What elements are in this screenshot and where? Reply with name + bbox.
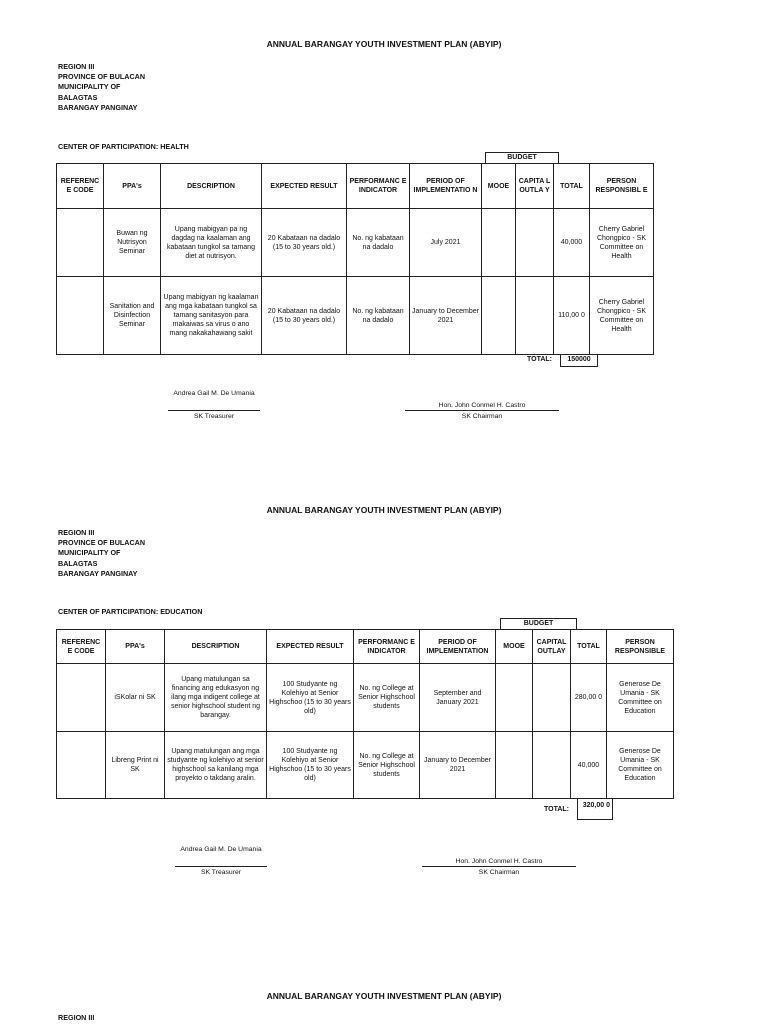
- total-cell: 280,00 0: [571, 664, 607, 732]
- signatory-name: Andrea Gail M. De Umania: [180, 846, 262, 853]
- column-header: DESCRIPTION: [165, 630, 267, 664]
- period-cell: September and January 2021: [420, 664, 496, 732]
- description-cell: Upang matulungan ang mga studyante ng kolehiyo at senior highschool sa kanilang mga proyekto o takdang aralin.: [165, 732, 267, 799]
- capital-outlay-cell: [533, 732, 571, 799]
- column-header: PERSON RESPONSIBLE: [607, 630, 674, 664]
- signatory-name: Andrea Gail M. De Umania: [173, 390, 255, 397]
- plan-table: [56, 163, 654, 355]
- ppa-cell: Libreng Print ni SK: [106, 732, 165, 799]
- address-block: [58, 528, 145, 579]
- column-header: TOTAL: [554, 164, 590, 209]
- column-header: PPA's: [106, 630, 165, 664]
- center-of-participation: CENTER OF PARTICIPATION: EDUCATION: [58, 607, 203, 616]
- ref-code-cell: [57, 277, 104, 355]
- table-row: [57, 732, 674, 799]
- ref-code-cell: [57, 732, 106, 799]
- description-cell: Upang matulungan sa financing ang edukasyon ng ilang mga indigent college at senior highschool student ng barangay.: [165, 664, 267, 732]
- column-header: DESCRIPTION: [161, 164, 262, 209]
- mooe-cell: [482, 209, 516, 277]
- budget-label: BUDGET: [500, 618, 577, 630]
- plan-table: [56, 629, 674, 799]
- ppa-cell: iSKolar ni SK: [106, 664, 165, 732]
- column-header: MOOE: [496, 630, 533, 664]
- column-header: CAPITAL OUTLAY: [533, 630, 571, 664]
- address-line: REGION III: [58, 62, 95, 71]
- indicator-cell: No. ng College at Senior Highschool students: [354, 732, 420, 799]
- column-header: PERSON RESPONSIBL E: [590, 164, 654, 209]
- mooe-cell: [482, 277, 516, 355]
- description-cell: Upang mabigyan ng kaalaman ang mga kabataan tungkol sa tamang sanitasyon para makaiwas sa virus o ano mang nakakahawang sakit: [161, 277, 262, 355]
- budget-label: BUDGET: [485, 152, 559, 164]
- document-title: ANNUAL BARANGAY YOUTH INVESTMENT PLAN (ABYIP): [266, 505, 502, 515]
- ppa-cell: Buwan ng Nutrisyon Seminar: [104, 209, 161, 277]
- column-header: PPA's: [104, 164, 161, 209]
- center-of-participation: CENTER OF PARTICIPATION: HEALTH: [58, 142, 189, 151]
- person-responsible-cell: Cherry Gabriel Chongpico - SK Committee on Health: [590, 277, 654, 355]
- address-line: REGION III: [58, 528, 95, 537]
- grand-total: 150000: [560, 354, 598, 367]
- total-cell: 40,000: [554, 209, 590, 277]
- signature-line: [175, 866, 267, 867]
- address-line: MUNICIPALITY OF: [58, 82, 121, 92]
- person-responsible-cell: Generose De Umania - SK Committee on Education: [607, 664, 674, 732]
- total-cell: 110,00 0: [554, 277, 590, 355]
- signature-line: [168, 410, 260, 411]
- total-cell: 40,000: [571, 732, 607, 799]
- capital-outlay-cell: [516, 209, 554, 277]
- column-header: PERFORMANC E INDICATOR: [347, 164, 410, 209]
- period-cell: January to December 2021: [420, 732, 496, 799]
- ppa-cell: Sanitation and Disinfection Seminar: [104, 277, 161, 355]
- grand-total: 320,00 0: [577, 798, 613, 820]
- address-block: [58, 62, 145, 113]
- table-row: [57, 209, 654, 277]
- column-header: CAPITA L OUTLA Y: [516, 164, 554, 209]
- address-line: MUNICIPALITY OF: [58, 548, 121, 558]
- signature-line: [422, 866, 576, 867]
- indicator-cell: No. ng kabataan na dadalo: [347, 209, 410, 277]
- table-header-row: [57, 164, 654, 209]
- person-responsible-cell: Generose De Umania - SK Committee on Education: [607, 732, 674, 799]
- person-responsible-cell: Cherry Gabriel Chongpico - SK Committee on Health: [590, 209, 654, 277]
- signatory-name: Hon. John Conmel H. Castro: [438, 402, 526, 409]
- column-header: EXPECTED RESULT: [267, 630, 354, 664]
- signatory-role: SK Treasurer: [200, 869, 242, 876]
- column-header: MOOE: [482, 164, 516, 209]
- column-header: PERFORMANC E INDICATOR: [354, 630, 420, 664]
- document-title: ANNUAL BARANGAY YOUTH INVESTMENT PLAN (ABYIP): [266, 39, 502, 49]
- column-header: TOTAL: [571, 630, 607, 664]
- ref-code-cell: [57, 209, 104, 277]
- table-row: [57, 277, 654, 355]
- indicator-cell: No. ng kabataan na dadalo: [347, 277, 410, 355]
- table-row: [57, 664, 674, 732]
- address-line: REGION III: [58, 1013, 95, 1022]
- total-label: TOTAL:: [536, 798, 577, 821]
- signatory-role: SK Treasurer: [193, 413, 235, 420]
- capital-outlay-cell: [516, 277, 554, 355]
- address-line: BARANGAY PANGINAY: [58, 568, 138, 578]
- signature-line: [405, 410, 559, 411]
- signatory-name: Hon. John Conmel H. Castro: [455, 858, 543, 865]
- expected-result-cell: 100 Studyante ng Kolehiyo at Senior Highschoo (15 to 30 years old): [267, 664, 354, 732]
- signatory-role: SK Chairman: [461, 413, 503, 420]
- expected-result-cell: 20 Kabataan na dadalo (15 to 30 years old.): [262, 277, 347, 355]
- indicator-cell: No. ng College at Senior Highschool students: [354, 664, 420, 732]
- column-header: PERIOD OF IMPLEMENTATIO N: [410, 164, 482, 209]
- address-line: BALAGTAS: [58, 92, 98, 102]
- signatory-role: SK Chairman: [478, 869, 520, 876]
- address-line: PROVINCE OF BULACAN: [58, 538, 146, 548]
- expected-result-cell: 100 Studyante ng Kolehiyo at Senior Highschoo (15 to 30 years old): [267, 732, 354, 799]
- table-header-row: [57, 630, 674, 664]
- expected-result-cell: 20 Kabataan na dadalo (15 to 30 years old.): [262, 209, 347, 277]
- total-label: TOTAL:: [519, 354, 560, 366]
- period-cell: July 2021: [410, 209, 482, 277]
- address-line: PROVINCE OF BULACAN: [58, 72, 146, 82]
- ref-code-cell: [57, 664, 106, 732]
- column-header: EXPECTED RESULT: [262, 164, 347, 209]
- mooe-cell: [496, 664, 533, 732]
- description-cell: Upang mabigyan pa ng dagdag na kaalaman ang kabataan tungkol sa tamang diet at nutrisyon.: [161, 209, 262, 277]
- column-header: REFERENC E CODE: [57, 630, 106, 664]
- column-header: REFERENC E CODE: [57, 164, 104, 209]
- period-cell: January to December 2021: [410, 277, 482, 355]
- address-line: BARANGAY PANGINAY: [58, 102, 138, 112]
- capital-outlay-cell: [533, 664, 571, 732]
- address-line: BALAGTAS: [58, 558, 98, 568]
- mooe-cell: [496, 732, 533, 799]
- document-title: ANNUAL BARANGAY YOUTH INVESTMENT PLAN (ABYIP): [266, 991, 502, 1001]
- column-header: PERIOD OF IMPLEMENTATION: [420, 630, 496, 664]
